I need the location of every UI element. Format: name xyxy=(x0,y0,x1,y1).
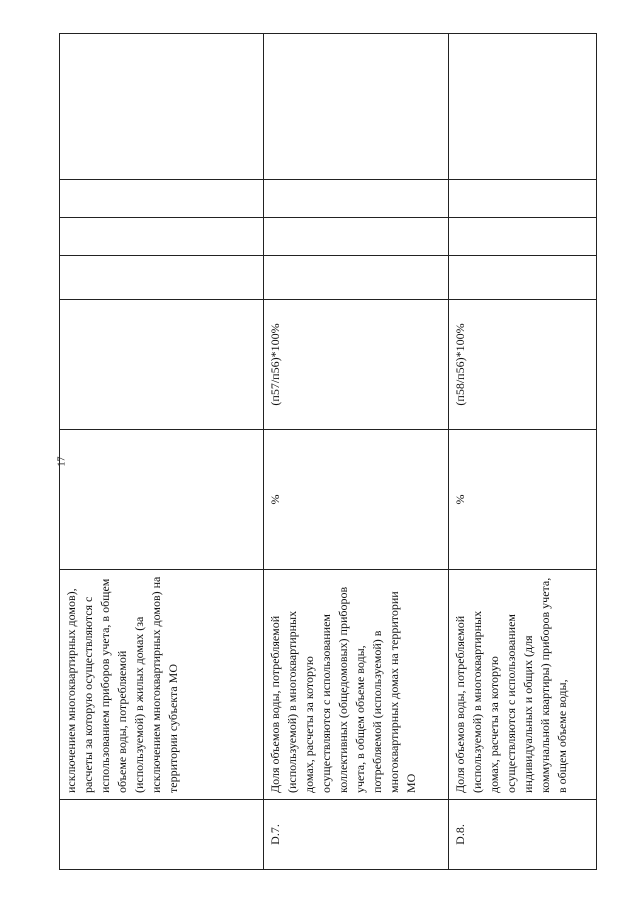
row-unit: % xyxy=(264,430,449,570)
row-number: D.8. xyxy=(449,800,597,870)
row-formula xyxy=(60,300,264,430)
value-cell xyxy=(449,180,597,218)
row-formula: (п58/п56)*100% xyxy=(449,300,597,430)
value-cell xyxy=(60,180,264,218)
value-cell xyxy=(60,218,264,256)
row-formula: (п57/п56)*100% xyxy=(264,300,449,430)
value-cell xyxy=(60,256,264,300)
row-number: D.7. xyxy=(264,800,449,870)
row-description: Доля объемов воды, потребляемой (используемой) в многоквартирных домах, расчеты за которую осуществляются с использованием коллективных (общедомовых) приборов учета, в общем объеме воды, потребляемой (используемой) в многоквартирных домах на территории МО xyxy=(264,570,449,800)
value-cell xyxy=(264,34,449,180)
row-description: Доля объемов воды, потребляемой (используемой) в многоквартирных домах, расчеты за которую осуществляются с использованием индивидуальных и общих (для коммунальной квартиры) приборов учета, в общем объеме воды, xyxy=(449,570,597,800)
table-row xyxy=(264,34,449,870)
value-cell xyxy=(60,34,264,180)
row-number xyxy=(60,800,264,870)
rotated-table-wrapper xyxy=(56,34,596,870)
value-cell xyxy=(264,218,449,256)
row-unit xyxy=(60,430,264,570)
table-row xyxy=(60,34,264,870)
indicator-table xyxy=(56,33,597,870)
table-row xyxy=(449,34,597,870)
value-cell xyxy=(264,256,449,300)
page-number: 17 xyxy=(56,456,68,467)
row-description: исключением многоквартирных домов), расчеты за которую осуществляются с использованием приборов учета, в общем объеме воды, потребляемой (используемой) в жилых домах (за исключением многоквартирных домов) на территории субъекта МО xyxy=(60,570,264,800)
value-cell xyxy=(449,34,597,180)
row-unit: % xyxy=(449,430,597,570)
value-cell xyxy=(449,218,597,256)
value-cell xyxy=(264,180,449,218)
value-cell xyxy=(449,256,597,300)
